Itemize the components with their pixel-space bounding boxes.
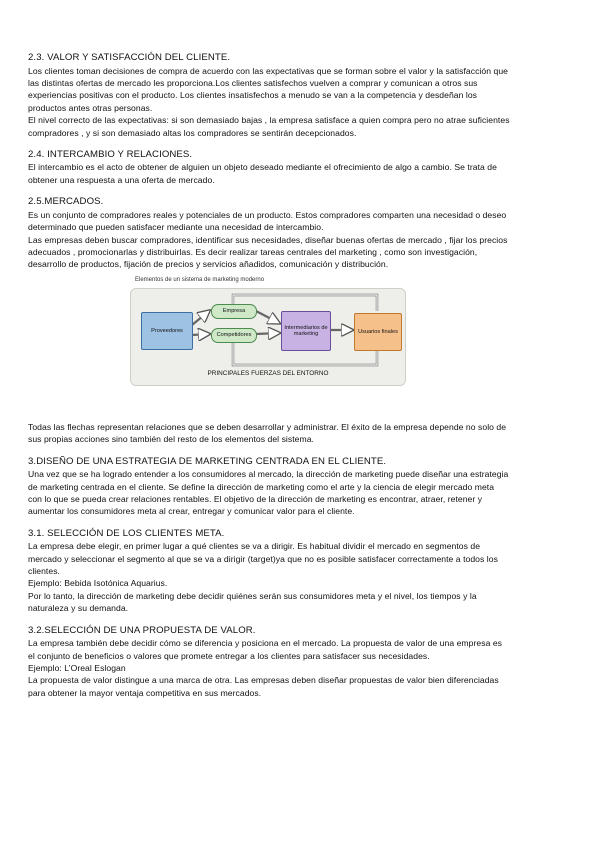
diagram-panel xyxy=(130,288,406,386)
arrow-empresa-intermediarios xyxy=(256,311,279,323)
paragraph-line: Es un conjunto de compradores reales y potenciales de un producto. Estos compradores comparten una necesidad o deseo xyxy=(28,209,507,220)
arrow-to-competidores xyxy=(192,334,209,335)
paragraph-line: clientes. xyxy=(28,566,60,577)
figure-footer: PRINCIPALES FUERZAS DEL ENTORNO xyxy=(207,369,329,377)
paragraph-line: El intercambio es el acto de obtener de alguien un objeto deseado mediante el ofrecimiento de algo a cambio. Se trata de xyxy=(28,162,497,173)
section-heading-2-3: 2.3. VALOR Y SATISFACCIÓN DEL CLIENTE. xyxy=(28,52,231,63)
paragraph-line: La propuesta de valor distingue a una marca de otra. Las empresas deben diseñar propuestas de valor bien diferenciadas xyxy=(28,675,499,686)
node-empresa: Empresa xyxy=(211,304,257,319)
paragraph-line: Las empresas deben buscar compradores, identificar sus necesidades, diseñar buenas ofertas de mercado , fijar los precios xyxy=(28,234,508,245)
paragraph-line: La empresa debe elegir, en primer lugar a qué clientes se va a dirigir. Es habitual dividir el mercado en segmentos de xyxy=(28,541,481,552)
paragraph-line: desarrollo de productos, fijación de precios y servicios añadidos, comunicación y distribución. xyxy=(28,259,389,270)
marketing-system-figure xyxy=(0,271,600,421)
paragraph-line: para obtener la mayor ventaja competitiva en sus mercados. xyxy=(28,687,262,698)
paragraph-line: adecuados , promocionarlas y distribuirlas. Es decir realizar tareas centrales del marketing , como son investigación, xyxy=(28,246,478,257)
paragraph-line: obtener una respuesta a una oferta de mercado. xyxy=(28,174,215,185)
paragraph-line: determinado que pueden satisfacer mediante una necesidad de intercambio. xyxy=(28,222,324,233)
paragraph-line: Una vez que se ha logrado entender a los consumidores al mercado, la dirección de marketing puede diseñar una estrategia xyxy=(28,469,509,480)
section-heading-3-2: 3.2.SELECCIÓN DE UNA PROPUESTA DE VALOR. xyxy=(28,624,256,636)
node-intermediarios: Intermediarios de marketing xyxy=(281,311,331,351)
paragraph-line: el conjunto de beneficios o valores que promete entregar a los clientes para satisfacer sus necesidades. xyxy=(28,650,430,661)
node-proveedores: Proveedores xyxy=(141,312,193,350)
paragraph-line: naturaleza y su demanda. xyxy=(28,603,129,614)
document-page xyxy=(28,52,584,699)
arrow-competidores-intermediarios xyxy=(256,333,279,334)
figure-caption: Elementos de un sistema de marketing moderno xyxy=(135,276,265,283)
paragraph-line: El nivel correcto de las expectativas: si son demasiado bajas , la empresa satisface a quien compra pero no atrae suficientes xyxy=(28,115,510,126)
paragraph-line: Ejemplo: L’Oreal Eslogan xyxy=(28,662,126,673)
section-heading-3: 3.DISEÑO DE UNA ESTRATEGIA DE MARKETING CENTRADA EN EL CLIENTE. xyxy=(28,455,387,467)
paragraph-line: las distintas ofertas de mercado les proporciona.Los clientes satisfechos vuelven a comprar y comunican a otros sus xyxy=(28,77,478,88)
section-heading-2-4: 2.4. INTERCAMBIO Y RELACIONES. xyxy=(28,148,193,160)
node-usuarios: Usuarios finales xyxy=(354,313,402,351)
paragraph-line: Por lo tanto, la dirección de marketing debe decidir quiénes serán sus consumidores meta y el nivel, los tiempos y la xyxy=(28,590,477,601)
paragraph-line: de marketing centrada en el cliente. Se define la dirección de marketing como el arte y la ciencia de elegir mercado meta xyxy=(28,481,495,492)
paragraph-line: aumentar los consumidores meta al crear, entregar y comunicar valor para el cliente. xyxy=(28,506,355,517)
paragraph-line: con lo que se pueda crear relaciones rentables. El objetivo de la dirección de marketing es encontrar, atraer, retener y xyxy=(28,493,483,504)
section-heading-3-1: 3.1. SELECCIÓN DE LOS CLIENTES META. xyxy=(28,527,225,539)
paragraph-line: La empresa también debe decidir cómo se diferencia y posiciona en el mercado. La propuesta de valor de una empresa es xyxy=(28,638,503,649)
node-competidores: Competidores xyxy=(211,328,257,343)
paragraph-line: sus propias acciones sino también del resto de los elementos del sistema. xyxy=(28,434,314,445)
paragraph-line: Todas las flechas representan relaciones que se deben desarrollar y administrar. El éxito de la empresa depende no solo de xyxy=(28,421,507,432)
paragraph-line: Ejemplo: Bebida Isotónica Aquarius. xyxy=(28,578,168,589)
paragraph-line: mercado y seleccionar el segmento al que se va a dirigir (target)ya que no es posible satisfacer correctamente a todos los xyxy=(28,553,498,564)
paragraph-line: Los clientes toman decisiones de compra de acuerdo con las expectativas que se forman sobre el valor y la satisfacción que xyxy=(28,65,508,76)
arrow-to-empresa xyxy=(192,311,209,325)
paragraph-line: experiencias positivas con el producto. Los clientes insatisfechos a menudo se van a la competencia y desdeñan los xyxy=(28,90,478,101)
paragraph-line: compradores , y si son demasiado altas los compradores se sentirán decepcionados. xyxy=(28,127,357,138)
paragraph-line: productos antes otras personas. xyxy=(28,102,153,113)
section-heading-2-5: 2.5.MERCADOS. xyxy=(28,196,104,208)
